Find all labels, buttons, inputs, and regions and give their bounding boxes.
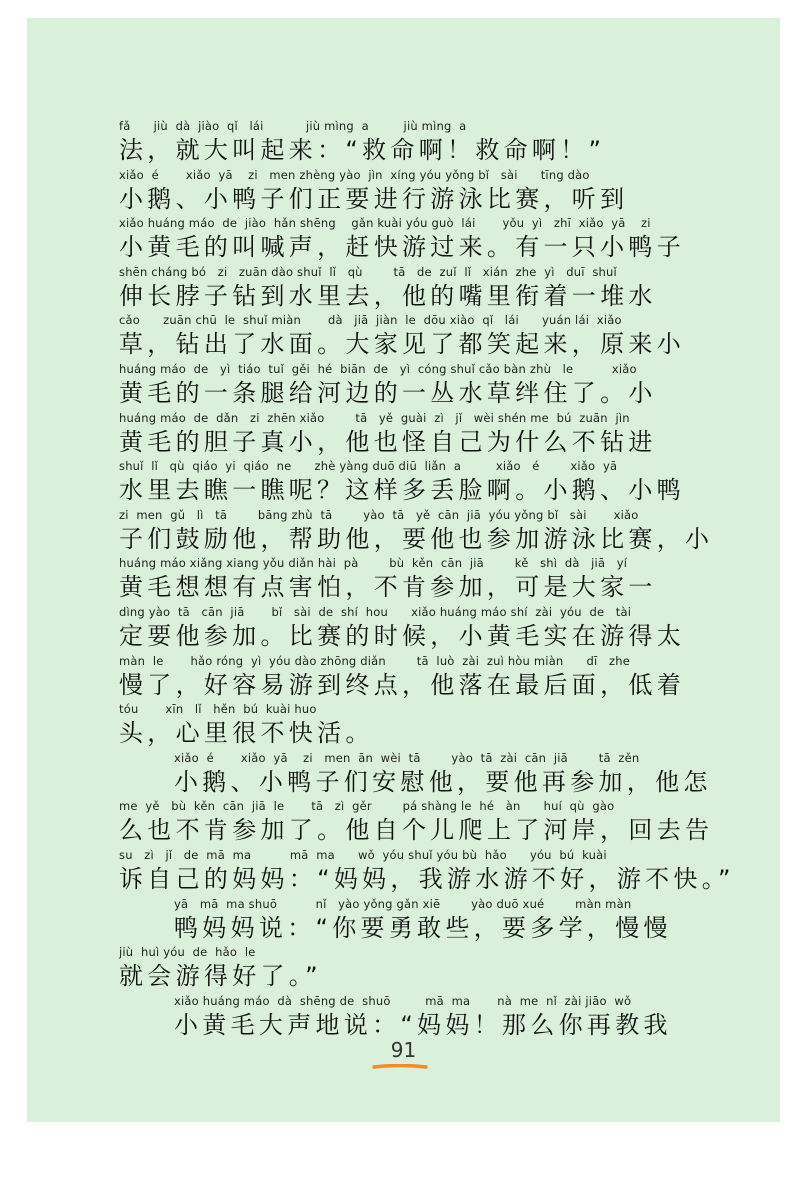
text-line [27,215,780,263]
chinese-text-row: 小黄毛的叫喊声，赶快游过来。有一只小鸭子 [119,233,685,262]
page-number: 91 [390,1038,417,1062]
chinese-text-row: 伸长脖子钻到水里去，他的嘴里衔着一堆水 [119,281,657,310]
pinyin-row: shuǐ lǐ qù qiáo yi qiáo ne zhè yàng duō diū liǎn a xiǎo é xiǎo yā [119,459,618,474]
chinese-text-row: 黄毛想想有点害怕，不肯参加，可是大家一 [119,573,657,602]
text-line [27,944,780,992]
chinese-text-row: 头，心里很不快活。 [119,719,374,748]
text-line [27,750,780,798]
text-line [27,167,780,215]
text-line [27,701,780,749]
chinese-text-row: 小鹅、小鸭子们正要进行游泳比赛，听到 [119,184,629,213]
chinese-text-row: 法，就大叫起来：“救命啊！救命啊！” [119,136,606,164]
text-line [27,361,780,409]
text-line [27,555,780,603]
chinese-text-row: 水里去瞧一瞧呢？这样多丢脸啊。小鹅、小鸭 [119,476,685,505]
text-line [27,653,780,701]
text-line [27,993,780,1041]
chinese-text-row: 鸭妈妈说：“你要勇敢些，要多学，慢慢 [174,913,672,942]
pinyin-row: huáng máo de dǎn zi zhēn xiǎo tā yě guài zì jǐ wèi shén me bú zuān jìn [119,410,630,425]
text-line [27,264,780,312]
text-line [27,896,780,944]
chinese-text-row: 慢了，好容易游到终点，他落在最后面，低着 [119,670,685,699]
chinese-text-row: 诉自己的妈妈：“妈妈，我游水游不好，游不快。” [119,865,735,893]
chinese-text-row: 小鹅、小鸭子们安慰他，要他再参加，他怎 [174,767,712,796]
text-line [27,847,780,895]
pinyin-row: xiǎo é xiǎo yā zi men zhèng yào jìn xíng yóu yǒng bǐ sài tīng dào [119,167,590,182]
pinyin-row: xiǎo é xiǎo yā zi men ān wèi tā yào tā zài cān jiā tā zěn [174,750,640,765]
pinyin-row: fǎ jiù dà jiào qǐ lái jiù mìng a jiù mìng a [119,119,467,133]
text-line [27,798,780,846]
pinyin-row: jiù huì yóu de hǎo le [119,945,256,960]
pinyin-row: su zì jǐ de mā ma mā ma wǒ yóu shuǐ yóu bù hǎo yóu bú kuài [119,848,607,862]
pinyin-row: xiǎo huáng máo dà shēng de shuō mā ma nà me nǐ zài jiāo wǒ [174,993,632,1008]
text-line [27,458,780,506]
chinese-text-row: 草，钻出了水面。大家见了都笑起来，原来小 [119,330,685,359]
text-line [27,118,780,166]
text-line [27,604,780,652]
text-line [27,507,780,555]
pinyin-row: yā mā ma shuō nǐ yào yǒng gǎn xiē yào duō xué màn màn [174,896,632,911]
pinyin-row: cǎo zuān chū le shuǐ miàn dà jiā jiàn le dōu xiào qǐ lái yuán lái xiǎo [119,313,622,328]
pinyin-row: zi men gǔ lì tā bāng zhù tā yào tā yě cān jiā yóu yǒng bǐ sài xiǎo [119,507,639,522]
chinese-text-row: 就会游得好了。” [119,962,322,991]
pinyin-row: dìng yào tā cān jiā bǐ sài de shí hou xiǎo huáng máo shí zài yóu de tài [119,605,632,619]
pinyin-row: me yě bù kěn cān jiā le tā zì gěr pá shàng le hé àn huí qù gào [119,799,615,814]
text-line [27,410,780,458]
chinese-text-row: 黄毛的胆子真小，他也怪自己为什么不钻进 [119,427,657,456]
pinyin-row: huáng máo de yì tiáo tuǐ gěi hé biān de yì cóng shuǐ cǎo bàn zhù le xiǎo [119,362,637,376]
chinese-text-row: 子们鼓励他，帮助他，要他也参加游泳比赛，小 [119,524,714,553]
pinyin-row: màn le hǎo róng yì yóu dào zhōng diǎn tā luò zài zuì hòu miàn dī zhe [119,653,631,668]
pinyin-row: tóu xīn lǐ hěn bú kuài huo [119,702,317,717]
text-line [27,312,780,360]
chinese-text-row: 小黄毛大声地说：“妈妈！那么你再教我 [174,1010,672,1039]
chinese-text-row: 定要他参加。比赛的时候，小黄毛实在游得太 [119,622,685,650]
textbook-page [27,18,780,1122]
pinyin-row: xiǎo huáng máo de jiào hǎn shēng gǎn kuài yóu guò lái yǒu yì zhī xiǎo yā zi [119,216,651,231]
chinese-text-row: 么也不肯参加了。他自个儿爬上了河岸，回去告 [119,816,714,845]
pinyin-row: huáng máo xiǎng xiang yǒu diǎn hài pà bù kěn cān jiā kě shì dà jiā yí [119,556,628,571]
page-number-underline [372,1064,428,1070]
chinese-text-row: 黄毛的一条腿给河边的一丛水草绊住了。小 [119,379,657,407]
pinyin-row: shēn cháng bó zi zuān dào shuǐ lǐ qù tā de zuǐ lǐ xián zhe yì duī shuǐ [119,264,617,279]
